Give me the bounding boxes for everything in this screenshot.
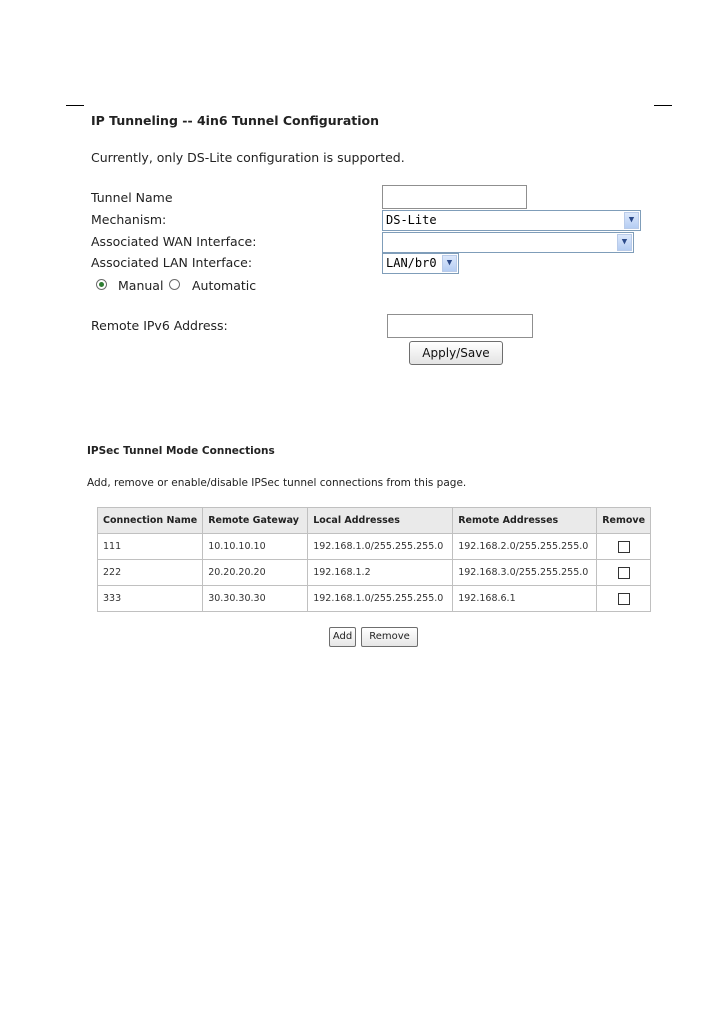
corner-mark-right: [654, 105, 672, 106]
table-header-row: [98, 508, 651, 534]
remote-ipv6-label: Remote IPv6 Address:: [91, 318, 228, 333]
ipsec-section-title: IPSec Tunnel Mode Connections: [87, 445, 275, 457]
page-title: IP Tunneling -- 4in6 Tunnel Configuration: [91, 113, 380, 128]
cell-remote-addresses: 192.168.2.0/255.255.255.0: [453, 534, 597, 560]
remove-checkbox[interactable]: [618, 593, 630, 605]
cell-connection-name: 222: [98, 560, 203, 586]
mechanism-select[interactable]: [382, 210, 641, 231]
column-header: Remote Gateway: [203, 508, 308, 534]
remove-button[interactable]: Remove: [361, 627, 418, 647]
table-row: [98, 586, 651, 612]
wan-interface-label: Associated WAN Interface:: [91, 234, 257, 249]
radio-automatic[interactable]: [169, 279, 180, 290]
chevron-down-icon[interactable]: ▼: [617, 234, 632, 251]
column-header: Remote Addresses: [453, 508, 597, 534]
column-header: Remove: [597, 508, 651, 534]
table-row: [98, 534, 651, 560]
lan-interface-select[interactable]: [382, 253, 459, 274]
lan-interface-value: LAN/br0: [386, 256, 437, 270]
cell-local-addresses: 192.168.1.2: [308, 560, 453, 586]
cell-connection-name: 333: [98, 586, 203, 612]
corner-mark-left: [66, 105, 84, 106]
radio-manual[interactable]: [96, 279, 107, 290]
ipsec-note: Add, remove or enable/disable IPSec tunnel connections from this page.: [87, 477, 467, 489]
cell-remote-addresses: 192.168.6.1: [453, 586, 597, 612]
add-button[interactable]: Add: [329, 627, 356, 647]
remove-checkbox[interactable]: [618, 541, 630, 553]
cell-remove: [597, 586, 651, 612]
ipsec-connections-table: [97, 507, 651, 612]
remote-ipv6-input[interactable]: [387, 314, 533, 338]
mechanism-label: Mechanism:: [91, 212, 167, 227]
cell-local-addresses: 192.168.1.0/255.255.255.0: [308, 534, 453, 560]
column-header: Local Addresses: [308, 508, 453, 534]
column-header: Connection Name: [98, 508, 203, 534]
radio-automatic-label[interactable]: Automatic: [192, 278, 257, 293]
chevron-down-icon[interactable]: ▼: [442, 255, 457, 272]
cell-remote-gateway: 20.20.20.20: [203, 560, 308, 586]
remove-checkbox[interactable]: [618, 567, 630, 579]
cell-remote-gateway: 10.10.10.10: [203, 534, 308, 560]
table-row: [98, 560, 651, 586]
lan-interface-label: Associated LAN Interface:: [91, 255, 253, 270]
cell-remote-addresses: 192.168.3.0/255.255.255.0: [453, 560, 597, 586]
chevron-down-icon[interactable]: ▼: [624, 212, 639, 229]
wan-interface-select[interactable]: [382, 232, 634, 253]
apply-save-button[interactable]: Apply/Save: [409, 341, 503, 365]
tunnel-name-input[interactable]: [382, 185, 527, 209]
tunnel-name-label: Tunnel Name: [91, 190, 173, 205]
cell-connection-name: 111: [98, 534, 203, 560]
mechanism-value: DS-Lite: [386, 213, 437, 227]
radio-manual-label[interactable]: Manual: [118, 278, 164, 293]
cell-remote-gateway: 30.30.30.30: [203, 586, 308, 612]
cell-remove: [597, 560, 651, 586]
cell-local-addresses: 192.168.1.0/255.255.255.0: [308, 586, 453, 612]
cell-remove: [597, 534, 651, 560]
config-note: Currently, only DS-Lite configuration is supported.: [91, 150, 405, 165]
radio-selected-dot: [99, 282, 104, 287]
